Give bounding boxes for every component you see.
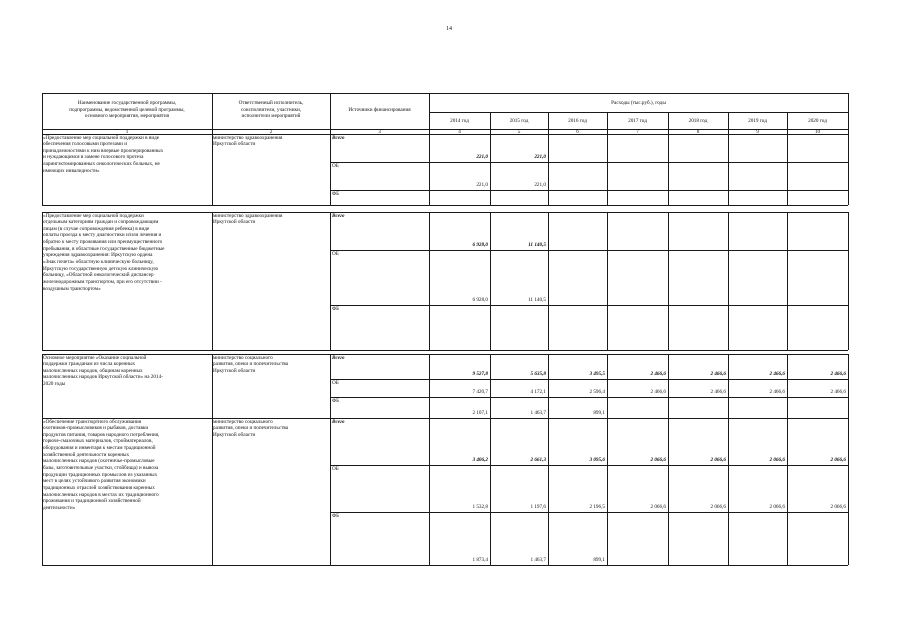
executor-line: министерство социального <box>213 354 273 361</box>
funding-source: Всего <box>332 354 345 361</box>
program-name-line: охотников-промысловиков и рыбаков, доставки <box>43 425 149 432</box>
row-col-rule <box>490 134 491 205</box>
executor-line: министерство социального <box>213 418 273 425</box>
program-name-line: малочисленных народов в местах их традиционного <box>43 491 159 498</box>
row-col-rule <box>607 354 608 418</box>
row-col-rule <box>548 354 549 418</box>
program-name-line: малочисленных народов, общинам коренных <box>43 367 143 374</box>
funding-source: ФБ <box>332 397 340 404</box>
header-name-label: подпрограммы, ведомственной целевой программы, <box>69 106 185 113</box>
funding-source: ОБ <box>332 250 339 257</box>
executor-line: Иркутской области <box>213 219 256 226</box>
row-col-rule <box>787 134 788 205</box>
row-col-rule <box>848 354 849 418</box>
program-name-line: оборудования и инвентаря к местам традиционной <box>43 445 156 452</box>
value-cell: 3 095,6 <box>589 457 605 463</box>
source-rule <box>330 465 848 466</box>
row-col-rule <box>490 212 491 350</box>
program-name-line: железнодорожным транспортом, при его отсутствии - <box>43 279 162 285</box>
row-col-rule <box>548 418 549 565</box>
value-cell: 2 066,6 <box>650 457 666 463</box>
year-header: 2015 год <box>509 118 529 124</box>
value-cell: 2 466,6 <box>710 389 726 395</box>
row-col-rule <box>787 212 788 350</box>
program-name-line: лицам (в случае сопровождения ребенка) в виде <box>43 225 150 232</box>
program-name-line: традиционных отраслей хозяйствования коренных <box>43 485 155 491</box>
column-number: 5 <box>517 128 521 135</box>
program-name-line: больницу, «Областной онкологический диспансер <box>43 272 154 279</box>
row-col-rule <box>668 354 669 418</box>
program-name-line: деятельности» <box>43 504 76 511</box>
value-cell: 1 532,8 <box>472 504 488 510</box>
column-number: 8 <box>696 128 700 135</box>
value-cell: 2 066,6 <box>769 504 785 510</box>
header-col-rule <box>848 93 849 134</box>
years-rule <box>429 112 848 113</box>
value-cell: 3 406,2 <box>472 457 488 463</box>
program-name-line: продукции традиционных промыслов из указанных <box>43 471 158 478</box>
program-name-line: 2020 годы <box>43 381 66 388</box>
program-name-line: имеющих инвалидности» <box>43 167 100 174</box>
program-name-line: проживания и традиционной хозяйственной <box>43 498 141 505</box>
year-header: 2019 год <box>748 118 767 124</box>
funding-source: ОБ <box>332 379 339 386</box>
row-col-rule <box>212 418 213 565</box>
value-cell: 2 661,3 <box>530 457 546 463</box>
column-number: 3 <box>378 128 381 135</box>
program-name-line: пребывания, в областные государственные бюджетные <box>43 245 165 252</box>
value-cell: 11 140,5 <box>528 242 546 248</box>
value-cell: 221,0 <box>476 182 488 188</box>
value-cell: 1 463,7 <box>530 557 546 563</box>
row-col-rule <box>787 418 788 565</box>
funding-source: Всего <box>332 212 345 219</box>
value-cell: 899,1 <box>593 410 605 416</box>
program-name-line: «Предоставление мер социальной поддержки <box>43 212 144 219</box>
program-name-line: «Обеспечение транспортного обслуживания <box>43 418 142 425</box>
header-executor-label: исполнители мероприятий <box>241 113 301 120</box>
header-name-label: основного мероприятия, мероприятия <box>84 113 170 120</box>
header-executor-label: Ответственный исполнитель, <box>238 100 304 106</box>
row-col-rule <box>848 134 849 205</box>
header-top-rule <box>42 93 848 94</box>
executor-line: Иркутской области <box>213 141 256 148</box>
executor-line: Иркутской области <box>213 367 256 374</box>
row-col-rule <box>429 354 430 418</box>
value-cell: 899,1 <box>593 557 605 563</box>
value-cell: 221,0 <box>476 154 488 160</box>
year-header: 2017 год <box>628 118 647 124</box>
year-header: 2014 год <box>450 118 469 124</box>
source-rule <box>330 162 848 163</box>
program-name-line: «Знак почета» областную клиническую больницу, <box>43 259 154 266</box>
program-name-line: базы, заготовительные участки, стойбища) и вывоза <box>43 465 159 472</box>
program-name-line: горюче-смазочных материалов, стройматериалов, <box>43 438 153 445</box>
row-col-rule <box>429 212 430 350</box>
value-cell: 6 928,0 <box>472 242 488 248</box>
value-cell: 11 140,5 <box>528 297 546 303</box>
executor-line: Иркутской области <box>213 431 256 438</box>
row-col-rule <box>330 134 331 205</box>
program-name-line: обратно к месту проживания или преимущественного <box>43 239 163 246</box>
row-col-rule <box>607 418 608 565</box>
program-name-line: ларингэктомированных онкологических больных, не <box>43 161 160 168</box>
row-col-rule <box>728 418 729 565</box>
row-col-rule <box>429 418 430 565</box>
program-name-line: воздушным транспортом» <box>43 285 101 292</box>
program-name-line: принадлежностями к ним впервые прооперированных <box>43 147 164 154</box>
value-cell: 2 466,6 <box>830 371 846 377</box>
source-rule <box>330 379 848 380</box>
row-col-rule <box>668 212 669 350</box>
row-col-rule <box>848 212 849 350</box>
value-cell: 2 066,6 <box>710 457 726 463</box>
row-col-rule <box>728 134 729 205</box>
program-name-line: «Предоставление мер социальной поддержки в виде <box>43 134 160 141</box>
value-cell: 2 466,6 <box>830 389 846 395</box>
funding-source: Всего <box>332 134 345 141</box>
executor-line: министерство здравоохранения <box>213 212 283 219</box>
program-name-line: хозяйственной деятельности коренных <box>43 451 130 458</box>
program-name-line: обеспечения голосовыми протезами и <box>43 141 128 148</box>
row-col-rule <box>848 418 849 565</box>
row-col-rule <box>607 212 608 350</box>
column-number: 2 <box>269 128 273 135</box>
value-cell: 7 420,7 <box>472 389 488 395</box>
row-col-rule <box>330 212 331 350</box>
value-cell: 2 066,6 <box>710 504 726 510</box>
source-rule <box>330 305 848 306</box>
value-cell: 2 107,1 <box>472 410 488 416</box>
program-name-line: мест в целях устойчивого развития экономики <box>43 478 146 485</box>
row-col-rule <box>548 212 549 350</box>
value-cell: 2 466,6 <box>710 371 726 377</box>
value-cell: 9 527,8 <box>472 371 488 377</box>
executor-line: развития, опеки и попечительства <box>213 425 289 432</box>
program-name-line: и нуждающимся в замене голосового протеза <box>43 154 144 161</box>
column-number: 1 <box>125 128 129 135</box>
row-col-rule <box>728 354 729 418</box>
header-executor-label: соисполнители, участники, <box>240 106 302 113</box>
program-name-line: малочисленных народов (охотничье-промысловые <box>43 458 155 465</box>
row-col-rule <box>330 354 331 418</box>
row-col-rule <box>548 134 549 205</box>
value-cell: 2 066,6 <box>830 457 846 463</box>
executor-line: развития, опеки и попечительства <box>213 361 289 368</box>
header-source-label: Источники финансирования <box>348 107 411 113</box>
funding-source: ФБ <box>332 512 340 519</box>
row-col-rule <box>668 134 669 205</box>
row-col-rule <box>728 212 729 350</box>
value-cell: 5 635,8 <box>530 371 546 377</box>
row-col-rule <box>668 418 669 565</box>
row-col-rule <box>490 418 491 565</box>
column-number: 7 <box>636 128 639 135</box>
program-name-line: оплаты проезда к месту диагностики и/или лечения и <box>43 232 162 239</box>
column-number: 9 <box>756 128 759 135</box>
value-cell: 2 466,6 <box>650 371 666 377</box>
page-number: 14 <box>446 26 452 32</box>
program-name-line: малочисленных народов Иркутской области» на 2014- <box>43 374 163 381</box>
row-bottom-rule <box>42 565 848 566</box>
value-cell: 2 466,6 <box>769 371 785 377</box>
source-rule <box>330 397 848 398</box>
row-col-rule <box>429 134 430 205</box>
header-expenses-label: Расходы (тыс.руб.), годы <box>611 100 666 106</box>
source-rule <box>330 190 848 191</box>
value-cell: 2 596,4 <box>589 389 605 395</box>
funding-source: ОБ <box>332 162 339 169</box>
source-rule <box>330 512 848 513</box>
row-bottom-rule <box>42 205 848 206</box>
value-cell: 221,0 <box>534 154 546 160</box>
value-cell: 2 066,6 <box>650 504 666 510</box>
row-col-rule <box>330 418 331 565</box>
program-name-line: Основное мероприятие «Оказание социальной <box>43 354 147 361</box>
funding-source: ОБ <box>332 465 339 472</box>
row-bottom-rule <box>42 350 848 351</box>
value-cell: 2 066,6 <box>830 504 846 510</box>
row-col-rule <box>787 354 788 418</box>
row-col-rule <box>490 354 491 418</box>
value-cell: 1 463,7 <box>530 410 546 416</box>
value-cell: 2 196,5 <box>589 504 605 510</box>
row-col-rule <box>607 134 608 205</box>
executor-line: министерство здравоохранения <box>213 134 283 141</box>
column-number: 10 <box>814 128 821 135</box>
year-header: 2020 год <box>808 118 827 124</box>
funding-source: ФБ <box>332 305 340 312</box>
row-col-rule <box>212 212 213 350</box>
header-name-label: Наименование государственной программы, <box>77 100 177 106</box>
funding-source: Всего <box>332 418 345 425</box>
value-cell: 3 495,5 <box>589 371 605 377</box>
value-cell: 1 197,6 <box>530 504 546 510</box>
value-cell: 221,0 <box>534 182 546 188</box>
program-name-line: учреждения здравоохранения: Иркутскую ордена <box>43 252 153 259</box>
value-cell: 2 066,6 <box>769 457 785 463</box>
program-name-line: поддержки гражданам из числа коренных <box>43 361 136 368</box>
value-cell: 4 172,1 <box>530 389 546 395</box>
source-rule <box>330 250 848 251</box>
program-name-line: продуктов питания, товаров народного потребления, <box>43 431 160 438</box>
value-cell: 6 928,0 <box>472 297 488 303</box>
value-cell: 2 466,6 <box>769 389 785 395</box>
column-number: 6 <box>576 128 579 135</box>
year-header: 2018 год <box>688 118 708 124</box>
program-name-line: отдельным категориям граждан и сопровождающим <box>43 219 159 226</box>
year-header: 2016 год <box>568 118 587 124</box>
column-number: 4 <box>458 128 461 135</box>
program-name-line: Иркутскую государственную детскую клиническую <box>43 265 159 272</box>
value-cell: 2 466,6 <box>650 389 666 395</box>
funding-source: ФБ <box>332 190 340 197</box>
value-cell: 1 873,4 <box>472 557 488 563</box>
